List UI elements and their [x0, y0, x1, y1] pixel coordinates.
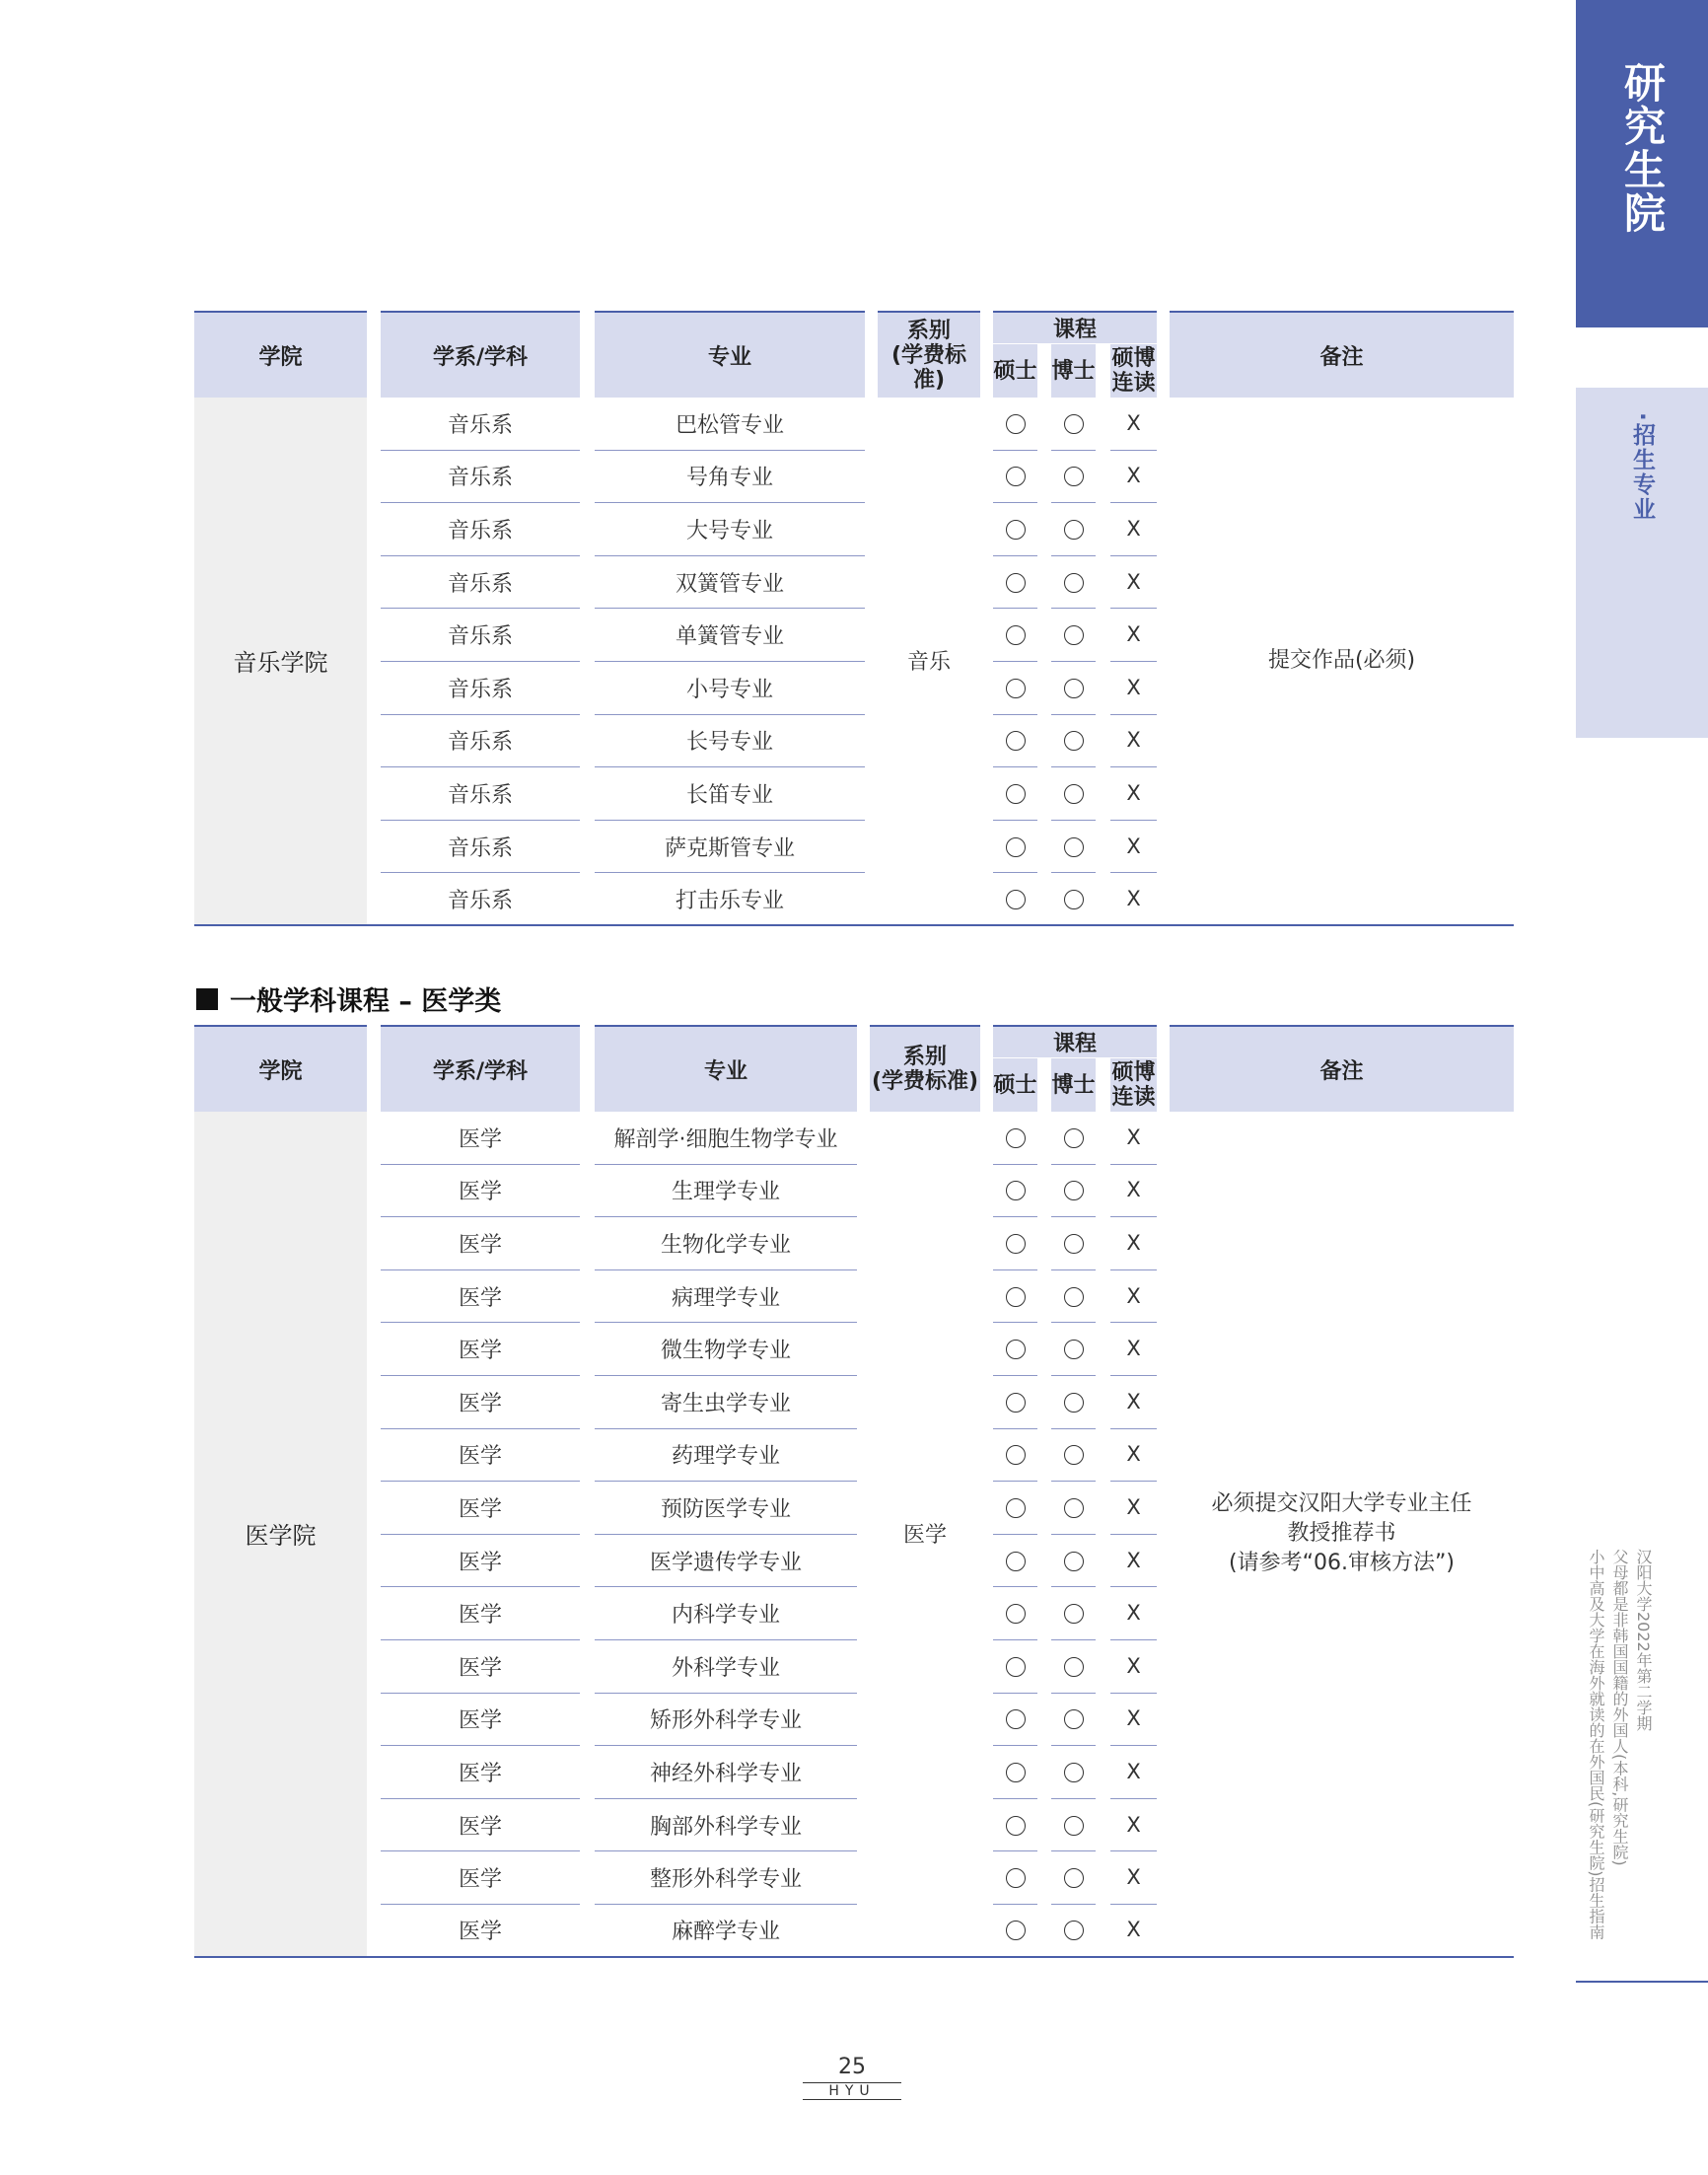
available-circle-icon — [1006, 1181, 1026, 1200]
square-bullet-icon — [196, 988, 218, 1010]
side-tab-graduate-school[interactable] — [1576, 0, 1708, 327]
available-circle-icon — [1064, 1709, 1084, 1729]
available-circle-icon — [1006, 890, 1026, 909]
header-combined: 硕博 连读 — [1111, 346, 1156, 396]
major-cell: 单簧管专业 — [595, 609, 865, 662]
available-circle-icon — [1006, 1498, 1026, 1518]
combined-cell — [1110, 1112, 1157, 1165]
unavailable-x-icon: X — [1126, 1124, 1141, 1149]
available-circle-icon — [1006, 1128, 1026, 1148]
doctor-cell — [1051, 1746, 1096, 1799]
available-circle-icon — [1006, 1604, 1026, 1624]
combined-cell — [1110, 1905, 1157, 1958]
combined-cell — [1110, 1587, 1157, 1640]
combined-cell — [1110, 662, 1157, 715]
master-cell — [993, 873, 1037, 926]
available-circle-icon — [1064, 1657, 1084, 1677]
master-cell — [993, 1217, 1037, 1270]
doctor-cell — [1051, 767, 1096, 821]
unavailable-x-icon: X — [1126, 1865, 1141, 1890]
available-circle-icon — [1006, 1709, 1026, 1729]
major-cell: 神经外科学专业 — [595, 1746, 857, 1799]
department-cell: 音乐系 — [381, 821, 580, 874]
music-table-body — [194, 398, 1514, 926]
major-cell: 长号专业 — [595, 715, 865, 768]
available-circle-icon — [1006, 837, 1026, 857]
header-note: 备注 — [1170, 1025, 1514, 1112]
available-circle-icon — [1006, 1657, 1026, 1677]
department-cell: 音乐系 — [381, 609, 580, 662]
available-circle-icon — [1006, 679, 1026, 698]
combined-cell — [1110, 1482, 1157, 1535]
available-circle-icon — [1064, 467, 1084, 486]
available-circle-icon — [1006, 1552, 1026, 1571]
master-cell — [993, 1165, 1037, 1218]
master-cell — [993, 1323, 1037, 1376]
major-cell: 内科学专业 — [595, 1587, 857, 1640]
guide-title-line2: 父母都是非韩国国籍的外国人(本科,研究生院) — [1610, 1549, 1629, 1866]
available-circle-icon — [1006, 1340, 1026, 1359]
department-cell: 医学 — [381, 1587, 580, 1640]
major-cell: 打击乐专业 — [595, 873, 865, 926]
header-doctor: 博士 — [1051, 1058, 1096, 1112]
available-circle-icon — [1064, 1498, 1084, 1518]
available-circle-icon — [1064, 1921, 1084, 1940]
department-cell: 医学 — [381, 1217, 580, 1270]
header-master: 硕士 — [993, 1058, 1037, 1112]
department-cell: 音乐系 — [381, 662, 580, 715]
unavailable-x-icon: X — [1126, 1178, 1141, 1202]
combined-cell — [1110, 398, 1157, 451]
doctor-cell — [1051, 1694, 1096, 1747]
department-cell: 医学 — [381, 1376, 580, 1429]
available-circle-icon — [1006, 1763, 1026, 1782]
available-circle-icon — [1006, 784, 1026, 804]
section-title-medicine: 一般学科课程 – 医学类 — [196, 979, 501, 1018]
doctor-cell — [1051, 1905, 1096, 1958]
unavailable-x-icon: X — [1126, 1918, 1141, 1942]
header-course: 课程 — [993, 1025, 1157, 1058]
department-cell: 音乐系 — [381, 715, 580, 768]
series-cell: 医学 — [870, 1112, 980, 1958]
medicine-table-body — [194, 1112, 1514, 1958]
doctor-cell — [1051, 1217, 1096, 1270]
available-circle-icon — [1064, 414, 1084, 434]
major-cell: 双簧管专业 — [595, 556, 865, 610]
master-cell — [993, 1640, 1037, 1694]
available-circle-icon — [1006, 731, 1026, 751]
combined-cell — [1110, 821, 1157, 874]
major-cell: 号角专业 — [595, 451, 865, 504]
master-cell — [993, 1376, 1037, 1429]
department-cell: 医学 — [381, 1270, 580, 1324]
available-circle-icon — [1064, 1868, 1084, 1888]
header-combined: 硕博 连读 — [1111, 1060, 1156, 1110]
doctor-cell — [1051, 1323, 1096, 1376]
master-cell — [993, 398, 1037, 451]
combined-cell — [1110, 609, 1157, 662]
combined-cell — [1110, 1640, 1157, 1694]
side-tab-admission-majors[interactable] — [1576, 388, 1708, 738]
guide-title-line3: 小中高及大学在海外就读的在外国民(研究生院)招生指南 — [1587, 1549, 1605, 1940]
header-major: 专业 — [595, 311, 865, 398]
available-circle-icon — [1006, 1445, 1026, 1465]
combined-cell — [1110, 715, 1157, 768]
available-circle-icon — [1064, 1552, 1084, 1571]
doctor-cell — [1051, 398, 1096, 451]
side-tab-sub-label: ·招生专业 — [1629, 412, 1655, 522]
major-cell: 寄生虫学专业 — [595, 1376, 857, 1429]
master-cell — [993, 451, 1037, 504]
available-circle-icon — [1064, 784, 1084, 804]
master-cell — [993, 1587, 1037, 1640]
header-series: 系别 (学费标准) — [878, 311, 980, 398]
major-cell: 预防医学专业 — [595, 1482, 857, 1535]
available-circle-icon — [1006, 573, 1026, 593]
college-name: 音乐学院 — [194, 398, 367, 926]
brand-mark: HYU — [803, 2082, 901, 2100]
department-cell: 音乐系 — [381, 503, 580, 556]
available-circle-icon — [1006, 1816, 1026, 1836]
doctor-cell — [1051, 1640, 1096, 1694]
department-cell: 医学 — [381, 1482, 580, 1535]
department-cell: 医学 — [381, 1112, 580, 1165]
available-circle-icon — [1006, 625, 1026, 645]
unavailable-x-icon: X — [1126, 1653, 1141, 1678]
major-cell: 萨克斯管专业 — [595, 821, 865, 874]
unavailable-x-icon: X — [1126, 516, 1141, 541]
department-cell: 音乐系 — [381, 451, 580, 504]
doctor-cell — [1051, 1851, 1096, 1905]
combined-cell — [1110, 873, 1157, 926]
major-cell: 微生物学专业 — [595, 1323, 857, 1376]
available-circle-icon — [1064, 1340, 1084, 1359]
available-circle-icon — [1006, 520, 1026, 540]
combined-cell — [1110, 1694, 1157, 1747]
available-circle-icon — [1064, 1128, 1084, 1148]
department-cell: 医学 — [381, 1535, 580, 1588]
department-cell: 医学 — [381, 1165, 580, 1218]
table-row — [194, 1112, 1514, 1165]
master-cell — [993, 715, 1037, 768]
doctor-cell — [1051, 715, 1096, 768]
available-circle-icon — [1064, 625, 1084, 645]
header-major: 专业 — [595, 1025, 857, 1112]
master-cell — [993, 1694, 1037, 1747]
major-cell: 药理学专业 — [595, 1429, 857, 1483]
unavailable-x-icon: X — [1126, 569, 1141, 594]
header-course: 课程 — [993, 311, 1157, 344]
available-circle-icon — [1064, 679, 1084, 698]
side-divider — [1576, 1981, 1708, 1983]
master-cell — [993, 1535, 1037, 1588]
doctor-cell — [1051, 1376, 1096, 1429]
combined-cell — [1110, 1376, 1157, 1429]
department-cell: 医学 — [381, 1746, 580, 1799]
available-circle-icon — [1006, 1393, 1026, 1413]
doctor-cell — [1051, 503, 1096, 556]
department-cell: 医学 — [381, 1694, 580, 1747]
combined-cell — [1110, 1165, 1157, 1218]
master-cell — [993, 1270, 1037, 1324]
available-circle-icon — [1064, 1234, 1084, 1254]
unavailable-x-icon: X — [1126, 1389, 1141, 1414]
available-circle-icon — [1064, 1287, 1084, 1307]
major-cell: 胸部外科学专业 — [595, 1799, 857, 1852]
department-cell: 医学 — [381, 1429, 580, 1483]
combined-cell — [1110, 1851, 1157, 1905]
college-name: 医学院 — [194, 1112, 367, 1958]
available-circle-icon — [1064, 1816, 1084, 1836]
department-cell: 音乐系 — [381, 767, 580, 821]
combined-cell — [1110, 767, 1157, 821]
medicine-majors-table — [194, 1025, 1514, 1958]
available-circle-icon — [1064, 1763, 1084, 1782]
unavailable-x-icon: X — [1126, 1230, 1141, 1255]
master-cell — [993, 1799, 1037, 1852]
master-cell — [993, 556, 1037, 610]
department-cell: 医学 — [381, 1323, 580, 1376]
unavailable-x-icon: X — [1126, 780, 1141, 805]
major-cell: 长笛专业 — [595, 767, 865, 821]
combined-cell — [1110, 451, 1157, 504]
combined-cell — [1110, 1799, 1157, 1852]
available-circle-icon — [1064, 837, 1084, 857]
header-college: 学院 — [194, 311, 367, 398]
side-tab-main-label: 研究生院 — [1618, 61, 1667, 235]
unavailable-x-icon: X — [1126, 1442, 1141, 1467]
unavailable-x-icon: X — [1126, 1812, 1141, 1837]
unavailable-x-icon: X — [1126, 410, 1141, 435]
header-department: 学系/学科 — [381, 311, 580, 398]
available-circle-icon — [1006, 1921, 1026, 1940]
unavailable-x-icon: X — [1126, 886, 1141, 910]
master-cell — [993, 662, 1037, 715]
guide-title-vertical — [1587, 1549, 1655, 1963]
master-cell — [993, 609, 1037, 662]
doctor-cell — [1051, 873, 1096, 926]
doctor-cell — [1051, 1270, 1096, 1324]
available-circle-icon — [1006, 414, 1026, 434]
combined-cell — [1110, 1270, 1157, 1324]
unavailable-x-icon: X — [1126, 728, 1141, 753]
major-cell: 小号专业 — [595, 662, 865, 715]
series-cell: 音乐 — [878, 398, 980, 926]
doctor-cell — [1051, 1799, 1096, 1852]
available-circle-icon — [1006, 1234, 1026, 1254]
available-circle-icon — [1064, 1393, 1084, 1413]
combined-cell — [1110, 1217, 1157, 1270]
unavailable-x-icon: X — [1126, 1548, 1141, 1572]
header-college: 学院 — [194, 1025, 367, 1112]
unavailable-x-icon: X — [1126, 1601, 1141, 1626]
doctor-cell — [1051, 1429, 1096, 1483]
header-series: 系别 (学费标准) — [870, 1025, 980, 1112]
note-cell: 提交作品(必须) — [1170, 398, 1514, 926]
doctor-cell — [1051, 1535, 1096, 1588]
available-circle-icon — [1064, 1181, 1084, 1200]
combined-cell — [1110, 503, 1157, 556]
available-circle-icon — [1064, 731, 1084, 751]
master-cell — [993, 1112, 1037, 1165]
available-circle-icon — [1064, 1445, 1084, 1465]
music-majors-table — [194, 311, 1514, 926]
unavailable-x-icon: X — [1126, 622, 1141, 647]
department-cell: 音乐系 — [381, 398, 580, 451]
major-cell: 矫形外科学专业 — [595, 1694, 857, 1747]
header-note: 备注 — [1170, 311, 1514, 398]
major-cell: 外科学专业 — [595, 1640, 857, 1694]
department-cell: 医学 — [381, 1851, 580, 1905]
doctor-cell — [1051, 556, 1096, 610]
major-cell: 大号专业 — [595, 503, 865, 556]
available-circle-icon — [1006, 467, 1026, 486]
unavailable-x-icon: X — [1126, 1759, 1141, 1783]
guide-title-line1: 汉阳大学2022年第二学期 — [1634, 1549, 1653, 1731]
unavailable-x-icon: X — [1126, 1494, 1141, 1519]
table-row — [194, 398, 1514, 451]
available-circle-icon — [1064, 890, 1084, 909]
major-cell: 病理学专业 — [595, 1270, 857, 1324]
doctor-cell — [1051, 821, 1096, 874]
department-cell: 医学 — [381, 1640, 580, 1694]
unavailable-x-icon: X — [1126, 1706, 1141, 1731]
master-cell — [993, 1482, 1037, 1535]
doctor-cell — [1051, 1482, 1096, 1535]
doctor-cell — [1051, 609, 1096, 662]
major-cell: 整形外科学专业 — [595, 1851, 857, 1905]
master-cell — [993, 1746, 1037, 1799]
available-circle-icon — [1006, 1868, 1026, 1888]
master-cell — [993, 503, 1037, 556]
combined-cell — [1110, 1323, 1157, 1376]
combined-cell — [1110, 556, 1157, 610]
master-cell — [993, 767, 1037, 821]
major-cell: 解剖学·细胞生物学专业 — [595, 1112, 857, 1165]
available-circle-icon — [1006, 1287, 1026, 1307]
major-cell: 生物化学专业 — [595, 1217, 857, 1270]
department-cell: 医学 — [381, 1905, 580, 1958]
department-cell: 音乐系 — [381, 873, 580, 926]
combined-cell — [1110, 1429, 1157, 1483]
major-cell: 巴松管专业 — [595, 398, 865, 451]
major-cell: 医学遗传学专业 — [595, 1535, 857, 1588]
unavailable-x-icon: X — [1126, 834, 1141, 858]
combined-cell — [1110, 1535, 1157, 1588]
master-cell — [993, 1429, 1037, 1483]
major-cell: 麻醉学专业 — [595, 1905, 857, 1958]
master-cell — [993, 1851, 1037, 1905]
combined-cell — [1110, 1746, 1157, 1799]
doctor-cell — [1051, 451, 1096, 504]
header-department: 学系/学科 — [381, 1025, 580, 1112]
unavailable-x-icon: X — [1126, 1337, 1141, 1361]
available-circle-icon — [1064, 520, 1084, 540]
department-cell: 医学 — [381, 1799, 580, 1852]
unavailable-x-icon: X — [1126, 675, 1141, 699]
doctor-cell — [1051, 1587, 1096, 1640]
master-cell — [993, 821, 1037, 874]
available-circle-icon — [1064, 573, 1084, 593]
doctor-cell — [1051, 1165, 1096, 1218]
master-cell — [993, 1905, 1037, 1958]
available-circle-icon — [1064, 1604, 1084, 1624]
page-number: 25 — [838, 2055, 866, 2079]
header-doctor: 博士 — [1051, 344, 1096, 398]
department-cell: 音乐系 — [381, 556, 580, 610]
doctor-cell — [1051, 662, 1096, 715]
note-cell: 必须提交汉阳大学专业主任 教授推荐书 (请参考“06.审核方法”) — [1170, 1112, 1514, 1958]
unavailable-x-icon: X — [1126, 464, 1141, 488]
header-master: 硕士 — [993, 344, 1037, 398]
unavailable-x-icon: X — [1126, 1283, 1141, 1308]
major-cell: 生理学专业 — [595, 1165, 857, 1218]
doctor-cell — [1051, 1112, 1096, 1165]
